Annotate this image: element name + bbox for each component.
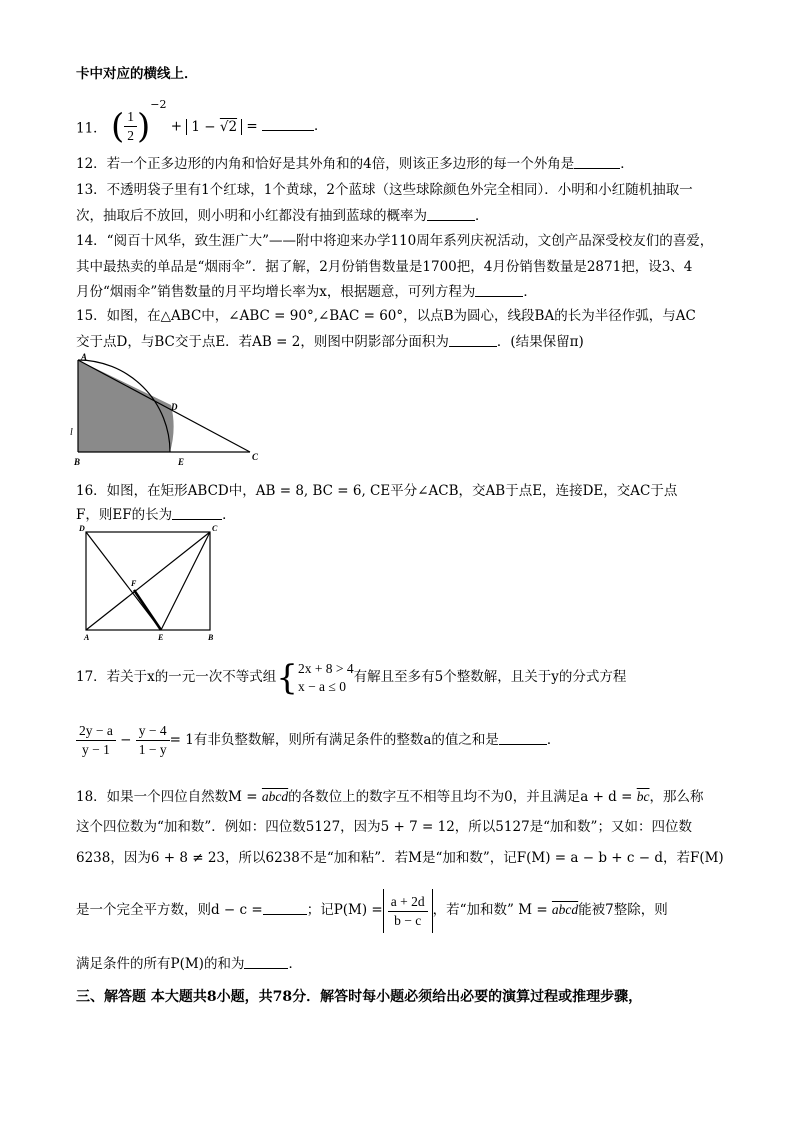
q18-text-4d: 能被7整除，则: [578, 902, 668, 918]
question-16-line1: 16．如图，在矩形ABCD中，AB = 8, BC = 6, CE平分∠ACB，交AB于点E，连接DE，交AC于点: [76, 483, 678, 499]
question-13-line2: [76, 204, 726, 224]
q11-answer-blank[interactable]: [262, 118, 314, 131]
q17-answer-blank[interactable]: [499, 732, 547, 745]
q18-bc: $\overline{bc}$: [636, 789, 650, 804]
q12-text: 12．若一个正多边形的内角和恰好是其外角和的4倍，则该正多边形的每一个外角是: [76, 156, 575, 172]
label-E: E: [158, 633, 164, 642]
q16-figure: [76, 522, 226, 644]
q17-inequality-system: 2x + 8 > 4 x − a ≤ 0: [297, 660, 354, 694]
q18-text-5: 满足条件的所有P(M)的和为: [76, 956, 245, 972]
q17-text-rest: = 1有非负整数解，则所有满足条件的整数a的值之和是: [169, 732, 499, 748]
q11-left-paren: (: [110, 106, 125, 147]
q18-abcd: abcd: [261, 789, 289, 804]
q17-minus: −: [120, 732, 132, 748]
q18-abcd-2: abcd: [551, 902, 579, 917]
question-18-line1: [76, 785, 726, 805]
q16-end: ．: [222, 507, 236, 523]
question-13-line1: 13．不透明袋子里有1个红球，1个黄球，2个蓝球（这些球除颜色外完全相同）．小明和小红随机抽取一: [76, 182, 693, 198]
diagonal-ac: [86, 532, 210, 630]
question-15-line1: 15．如图，在△ABC中，∠ABC = 90°,∠BAC = 60°，以点B为圆心，线段BA的长为半径作弧，与AC: [76, 308, 696, 324]
label-E: E: [178, 457, 185, 467]
q13-end: ．: [475, 208, 489, 224]
q18-text-4c: ，若“加和数” M =: [432, 902, 552, 918]
label-B: B: [208, 633, 214, 642]
question-17-line1: [76, 656, 726, 698]
q17-text-pre: 17．若关于x的一元一次不等式组: [76, 669, 277, 685]
q11-equals: =: [246, 118, 258, 135]
q13-answer-blank[interactable]: [427, 208, 475, 221]
question-14-line2: 其中最热卖的单品是“烟雨伞”．据了解，2月份销售数量是1700把，4月份销售数量是2871把，设3、4: [76, 259, 693, 275]
question-18-line4: [76, 888, 726, 932]
q11-number: 11．: [76, 120, 107, 137]
q16-text: F，则EF的长为: [76, 507, 173, 523]
question-18-line5: [76, 952, 726, 972]
label-A: A: [81, 352, 88, 362]
q15-text: 交于点D，与BC交于点E．若AB = 2，则图中阴影部分面积为: [76, 334, 449, 350]
q14-end: ．: [523, 284, 537, 300]
label-D: D: [79, 524, 85, 533]
label-B: B: [74, 457, 81, 467]
question-16-line2: [76, 503, 726, 523]
question-14-line3: [76, 280, 726, 300]
q17-brace: {: [276, 657, 298, 698]
label-F: F: [131, 579, 137, 588]
question-12: [76, 152, 726, 172]
question-18-line2: 这个四位数为“加和数”．例如：四位数5127，因为5 + 7 = 12，所以5127是“加和数”；又如：四位数: [76, 819, 692, 835]
q12-answer-blank[interactable]: [574, 156, 620, 169]
q17-end: ．: [546, 732, 561, 748]
label-A: A: [84, 633, 90, 642]
segment-ce: [161, 532, 210, 630]
q12-end: ．: [620, 156, 634, 172]
header-text: 卡中对应的横线上．: [76, 66, 198, 82]
q14-answer-blank[interactable]: [475, 284, 523, 297]
q11-end: ．: [313, 118, 328, 134]
q18-answer-blank-1[interactable]: [263, 902, 307, 915]
q17-fraction-1: $\frac{2y - a}{y - 1}$: [76, 722, 116, 759]
question-11: [76, 98, 726, 147]
q17-text-post: 有解且至多有5个整数解，且关于y的分式方程: [353, 669, 627, 685]
label-C: C: [252, 452, 259, 462]
q18-answer-blank-2[interactable]: [244, 956, 288, 969]
q11-exponent: −2: [150, 98, 167, 111]
q18-end: ．: [288, 956, 302, 972]
question-17-line2: [76, 718, 726, 762]
q18-text-b: 的各数位上的数字互不相等且均不为0，并且满足a + d =: [288, 789, 637, 805]
q13-text: 次，抽取后不放回，则小明和小红都没有抽到蓝球的概率为: [76, 208, 427, 224]
q15-end: ．(结果保留π): [496, 334, 584, 350]
question-18-line3: 6238，因为6 + 8 ≠ 23，所以6238不是“加和粘”．若M是“加和数”，记F(M) = a − b + c − d，若F(M): [76, 850, 724, 866]
q11-absolute: 1 − √2: [186, 119, 242, 135]
q18-text-4a: 是一个完全平方数，则d − c =: [76, 902, 263, 918]
label-l: l: [70, 427, 73, 438]
question-15-line2: [76, 330, 726, 350]
q18-text-c: ，那么称: [649, 789, 704, 805]
q15-figure: [68, 350, 268, 470]
section-3-heading: 三、解答题 本大题共8小题，共78分．解答时每小题必须给出必要的演算过程或推理步骤，: [76, 989, 643, 1005]
label-D: D: [171, 402, 178, 412]
q18-absolute-fraction: $\frac{a + 2d}{b - c}$: [383, 889, 433, 933]
question-14-line1: 14．“阅百十风华，致生涯广大”——附中将迎来办学110周年系列庆祝活动，文创产品深受校友们的喜爱，: [76, 233, 714, 249]
q11-fraction: $\frac{1}{2}$: [124, 108, 137, 145]
segment-ef: [134, 590, 161, 630]
q18-text-a: 18．如果一个四位自然数M =: [76, 789, 262, 805]
q11-right-paren: ): [137, 106, 151, 147]
q17-fraction-2: $\frac{y - 4}{1 - y}$: [136, 722, 170, 759]
q18-text-4b: ；记P(M) =: [306, 902, 383, 918]
q11-plus: +: [170, 118, 183, 135]
q14-text: 月份“烟雨伞”销售数量的月平均增长率为x，根据题意，可列方程为: [76, 284, 476, 300]
q16-answer-blank[interactable]: [172, 507, 222, 520]
label-C: C: [212, 524, 218, 533]
q15-answer-blank[interactable]: [449, 334, 497, 347]
